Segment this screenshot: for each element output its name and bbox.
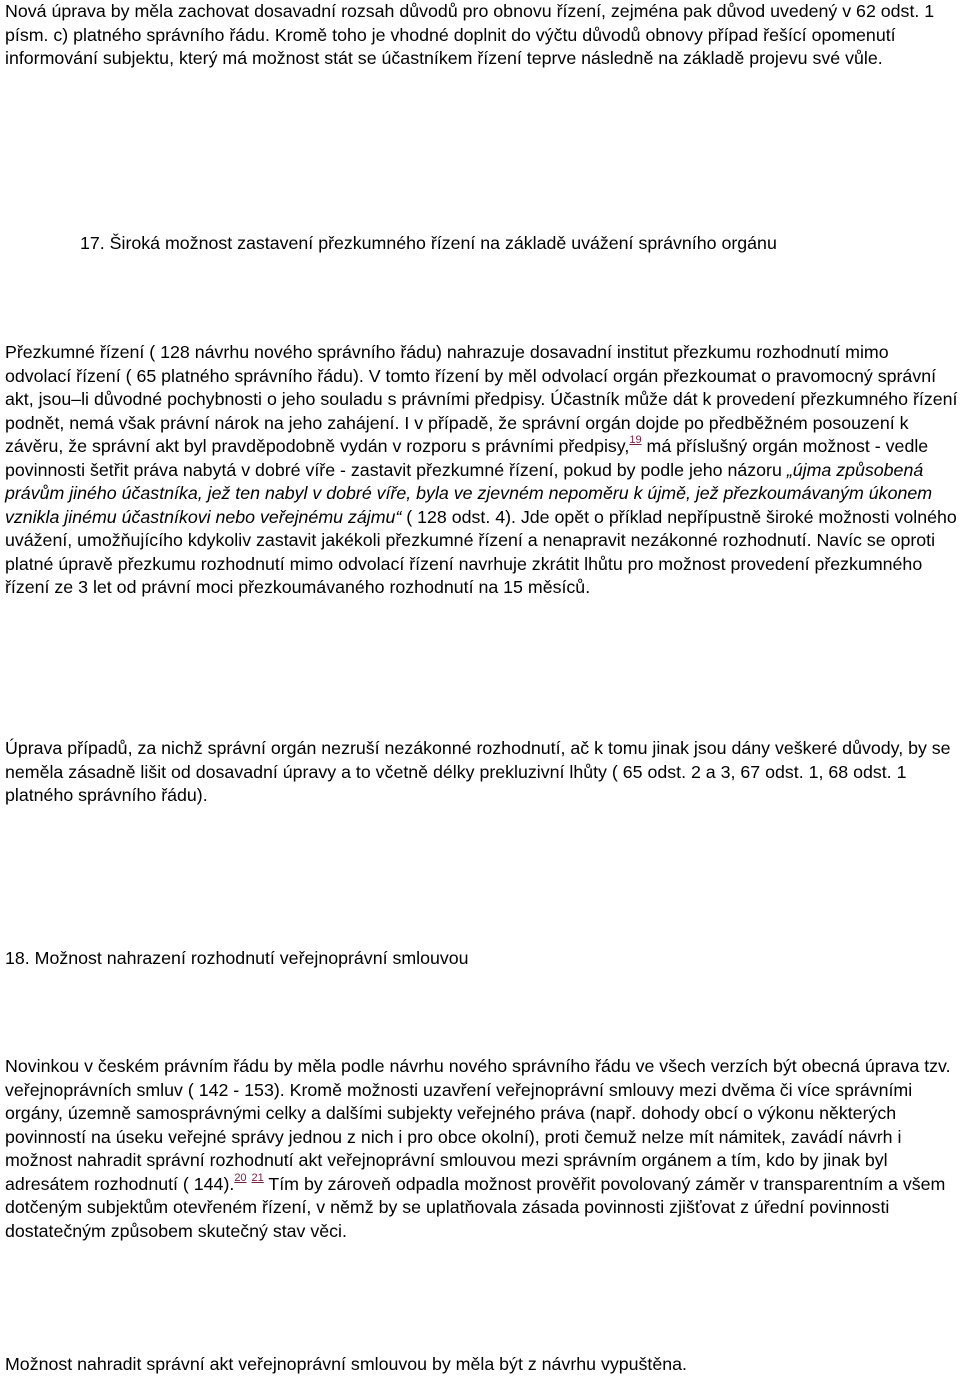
footnote-link-21[interactable]: 21 (251, 1171, 264, 1184)
public-contract-paragraph (5, 1055, 958, 1243)
section-heading-18-text: 18. Možnost nahrazení rozhodnutí veřejnoprávní smlouvou (5, 948, 469, 968)
section-heading-17 (80, 232, 950, 256)
review-text-part2: má příslušný orgán možnost - vedle povinnosti šetřit práva nabytá v dobré víře - zastavit přezkumné řízení, pokud by podle jeho názoru (5, 436, 929, 480)
footnote-link-19[interactable]: 19 (629, 434, 642, 446)
intro-paragraph (5, 0, 958, 71)
review-proceedings-paragraph (5, 341, 958, 600)
final-paragraph-text: Možnost nahradit správní akt veřejnoprávní smlouvou by měla být z návrhu vypuštěna. (5, 1354, 687, 1374)
review-text-part3: ( 128 odst. 4). Jde opět o příklad nepřípustně široké možnosti volného uvážení, umožňujícího kdykoliv zastavit jakékoli přezkumné řízení a nenapravit nezákonné rozhodnutí. Navíc se oproti platné úpravě přezkumu rozhodnutí mimo odvolací řízení navrhuje zkrátit lhůtu pro možnost provedení přezkumného řízení ze 3 let od právní moci přezkoumávaného rozhodnutí na 15 měsíců. (5, 506, 957, 597)
section-heading-18 (5, 947, 958, 971)
section-heading-17-text: 17. Široká možnost zastavení přezkumného řízení na základě uvážení správního orgánu (80, 233, 777, 253)
review-quote: „újma způsobená právům jiného účastníka, jež ten nabyl v dobré víře, byla ve zjevném nepoměru k újmě, jež přezkoumávaným úkonem vznikla jinému účastníkovi nebo veřejnému zájmu“ (5, 459, 933, 527)
footnote-link-20[interactable]: 20 (234, 1171, 247, 1184)
cases-paragraph-text: Úprava případů, za nichž správní orgán nezruší nezákonné rozhodnutí, ač k tomu jinak jsou dány veškeré důvody, by se neměla zásadně lišit od dosavadní úpravy a to včetně délky prekluzivní lhůty ( 65 odst. 2 a 3, 67 odst. 1, 68 odst. 1 platného správního řádu). (5, 738, 951, 805)
final-paragraph (5, 1353, 958, 1377)
cases-paragraph (5, 737, 958, 808)
contract-text-part1: Novinkou v českém právním řádu by měla podle návrhu nového správního řádu ve všech verzích být obecná úprava tzv. veřejnoprávních smluv ( 142 - 153). Kromě možnosti uzavření veřejnoprávní smlouvy mezi dvěma či více správními orgány, územně samosprávnými celky a dalšími subjekty veřejného práva (např. dohody obcí o výkonu některých povinností na úseku veřejné správy jednou z nich i pro obce okolní), proti čemuž nelze mít námitek, zavádí návrh i možnost nahradit správní rozhodnutí akt veřejnoprávní smlouvou mezi správním orgánem a tím, kdo by jinak byl adresátem rozhodnutí ( 144). (5, 1056, 951, 1194)
contract-text-part2: Tím by zároveň odpadla možnost prověřit povolovaný záměr v transparentním a všem dotčeným subjektům otevřeném řízení, v němž by se uplatňovala zásada povinnosti zjišťovat z úřední povinnosti dostatečným způsobem skutečný stav věci. (5, 1173, 946, 1241)
intro-paragraph-text: Nová úprava by měla zachovat dosavadní rozsah důvodů pro obnovu řízení, zejména pak důvod uvedený v 62 odst. 1 písm. c) platného správního řádu. Kromě toho je vhodné doplnit do výčtu důvodů obnovy případ řešící opomenutí informování subjektu, který má možnost stát se účastníkem řízení teprve následně na základě projevu své vůle. (5, 1, 935, 68)
review-text-part1: Přezkumné řízení ( 128 návrhu nového správního řádu) nahrazuje dosavadní institut přezkumu rozhodnutí mimo odvolací řízení ( 65 platného správního řádu). V tomto řízení by měl odvolací orgán přezkoumat o pravomocný správní akt, jsou–li důvodné pochybnosti o jeho souladu s právními předpisy. Účastník může dát k provedení přezkumného řízení podnět, nemá však právní nárok na jeho zahájení. I v případě, že správní orgán dojde po předběžném posouzení k závěru, že správní akt byl pravděpodobně vydán v rozporu s právními předpisy, (5, 342, 958, 456)
